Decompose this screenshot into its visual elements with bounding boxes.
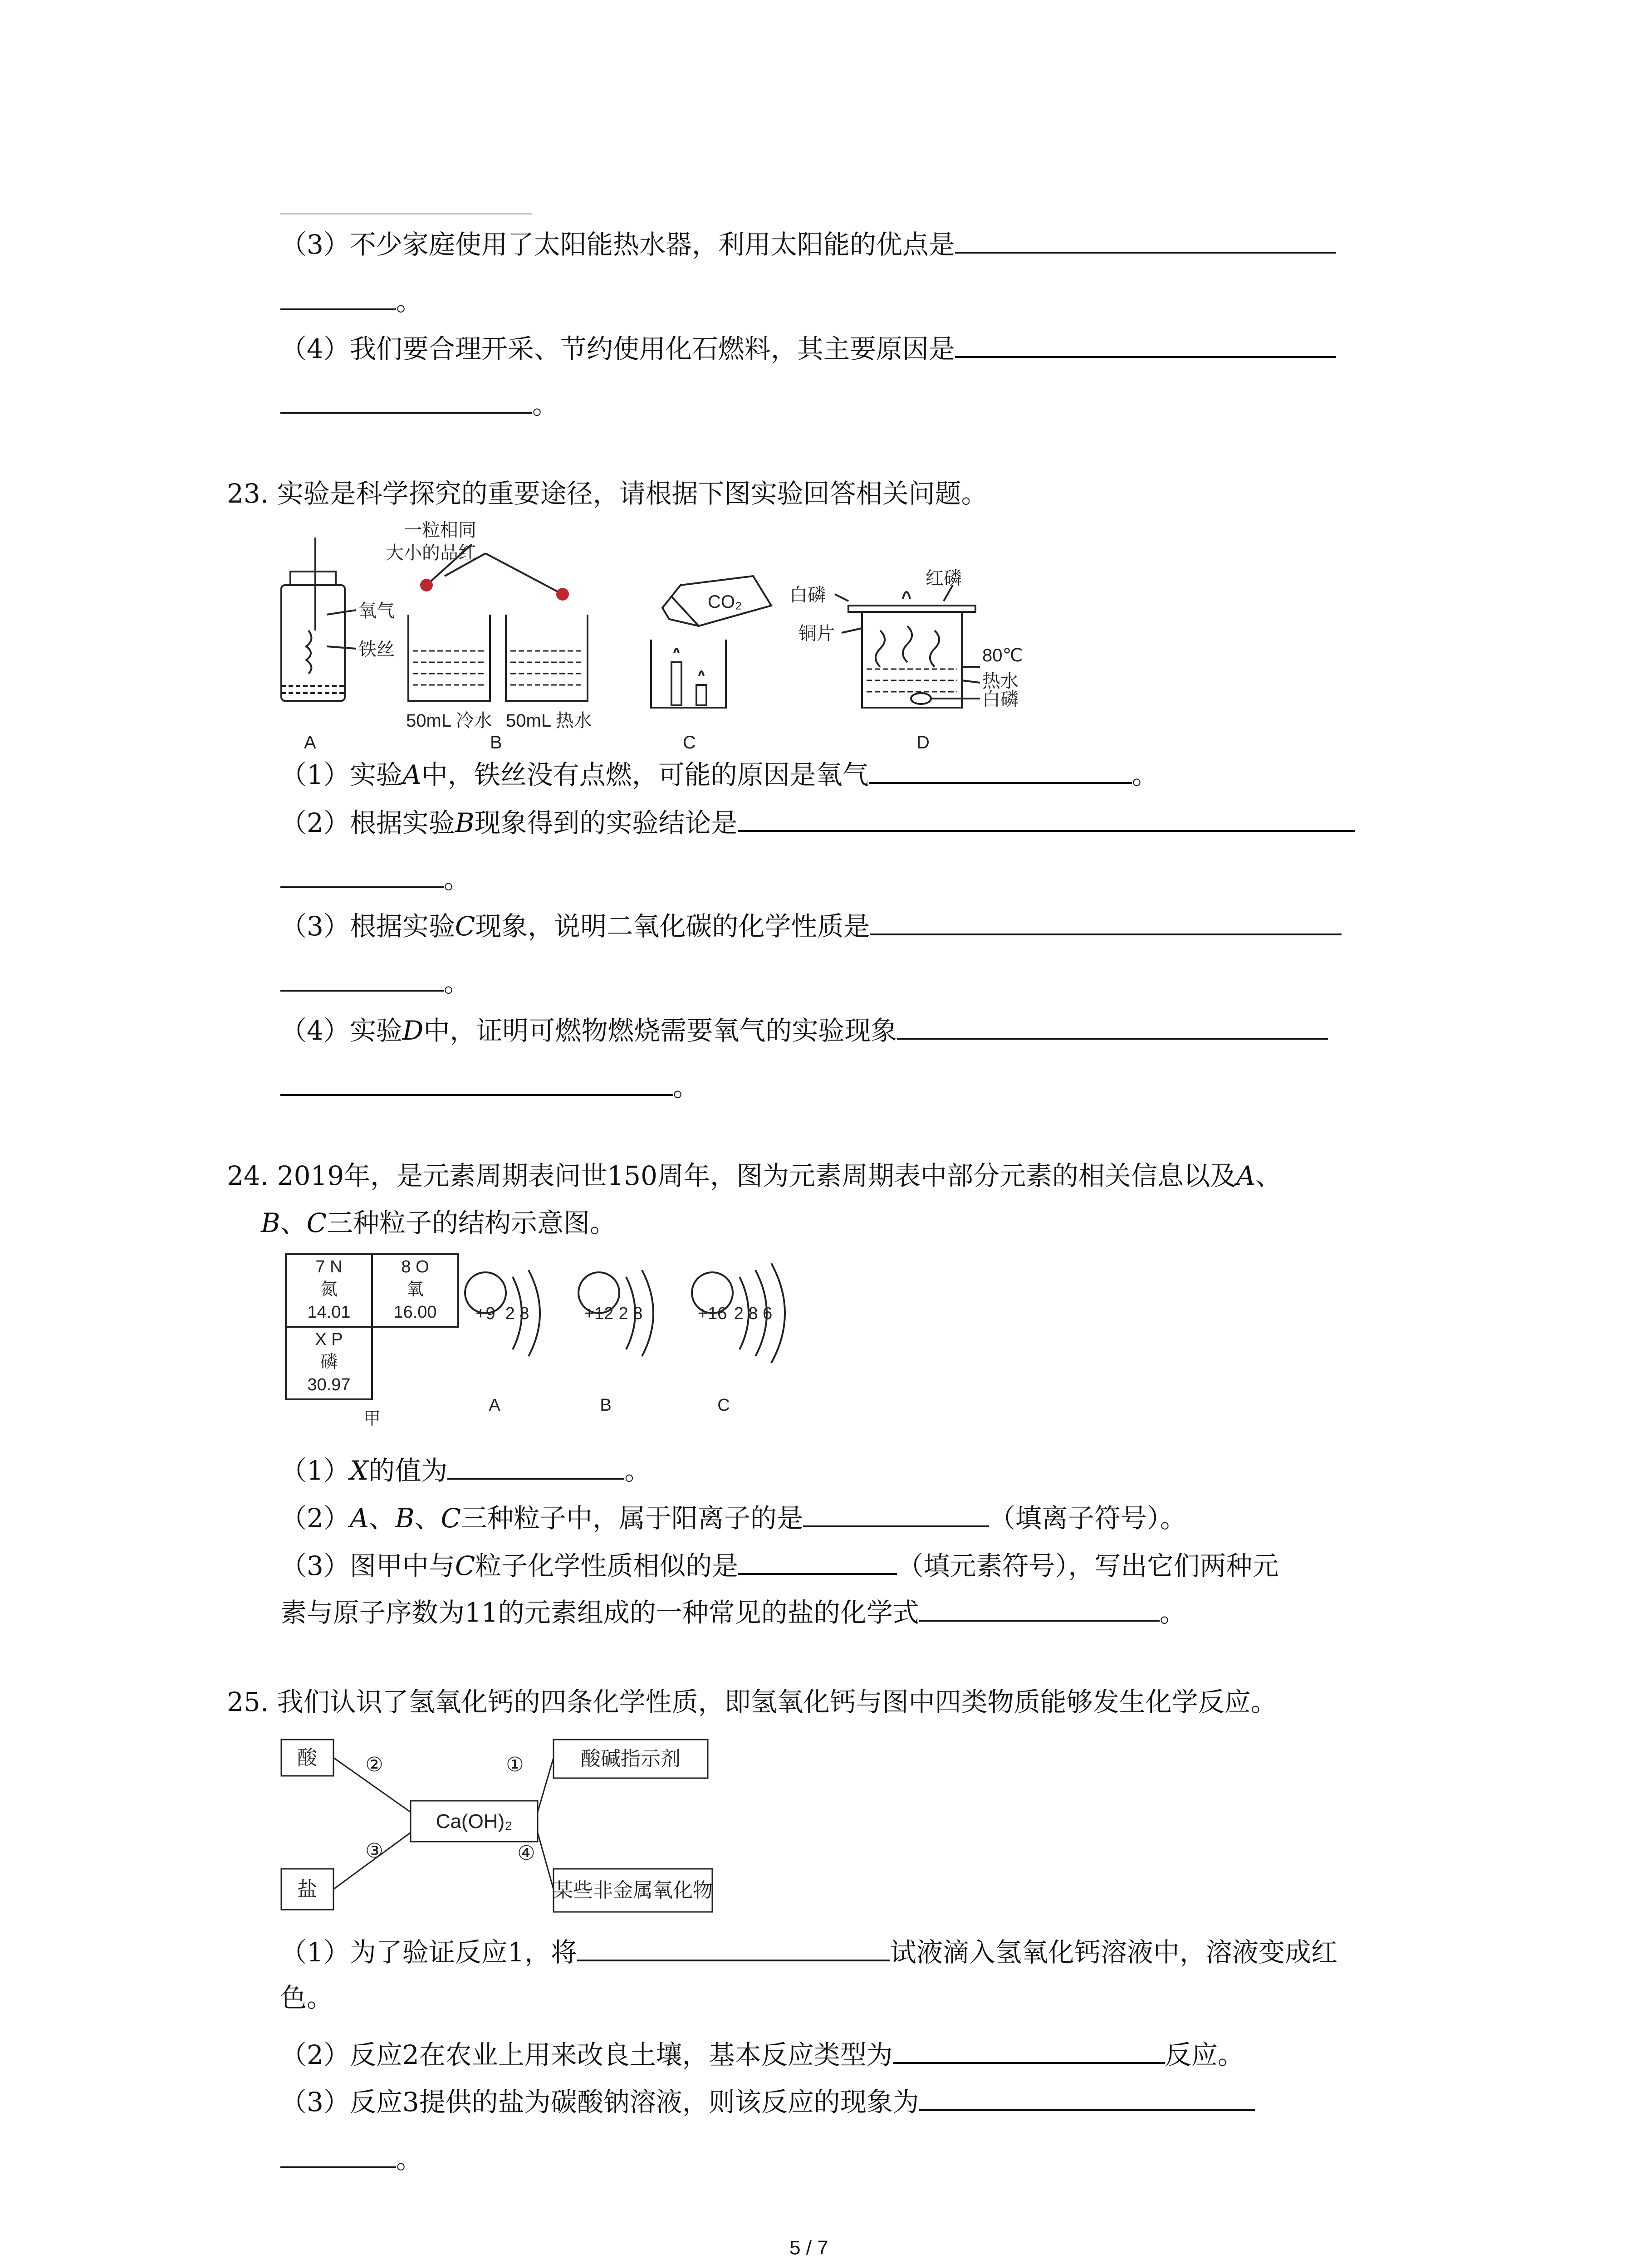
red-phosphorus-flame [903, 592, 910, 599]
p-mass: 30.97 [307, 1375, 351, 1394]
q24-subquestion-1: （1）X的值为 。 [280, 1452, 651, 1487]
answer-blank[interactable] [893, 2036, 1165, 2064]
ion-b-label: B [600, 1396, 612, 1415]
label-pigment-2: 大小的品红 [386, 543, 476, 563]
q24-subquestion-2: （2）A、B、C三种粒子中，属于阳离子的是 （填离子符号）。 [280, 1499, 1186, 1535]
answer-blank[interactable] [738, 804, 1355, 832]
answer-blank[interactable] [738, 1547, 897, 1575]
ion-c-shells: 2 8 6 [734, 1304, 773, 1323]
jar-neck [290, 572, 336, 585]
answer-blank[interactable] [280, 963, 444, 992]
p-name: 磷 [320, 1353, 338, 1372]
answer-blank[interactable] [919, 2083, 1255, 2111]
pigment-grain-left [420, 579, 433, 591]
n-mass: 14.01 [307, 1303, 351, 1322]
q22-subquestion-4: （4）我们要合理开采、节约使用化石燃料，其主要原因是 [280, 330, 1336, 365]
label-oxygen: 氧气 [358, 601, 395, 621]
fig-label-d: D [916, 733, 930, 753]
label-white-phosphorus: 白磷 [789, 585, 826, 605]
q22-subquestion-3: （3）不少家庭使用了太阳能热水器，利用太阳能的优点是 [280, 225, 1336, 261]
label-temp: 80℃ [982, 645, 1023, 665]
label-n2: ② [365, 1754, 383, 1776]
q25-subquestion-2: （2）反应2在农业上用来改良土壤，基本反应类型为 反应。 [280, 2036, 1244, 2071]
n-name: 氮 [320, 1280, 338, 1299]
label-salt: 盐 [297, 1878, 317, 1901]
answer-blank[interactable] [280, 2140, 396, 2168]
ion-c-label: C [717, 1396, 730, 1415]
label-n3: ③ [365, 1840, 383, 1862]
label-calcium-hydroxide: Ca(OH)₂ [436, 1810, 513, 1833]
candle-tall [671, 662, 681, 705]
q25-subquestion-1: （1）为了验证反应1，将 试液滴入氢氧化钙溶液中，溶液变成红 [280, 1933, 1337, 1969]
gas-jar [281, 585, 345, 701]
ion-a-shells: 2 8 [505, 1304, 529, 1323]
label-white-phosphorus-2: 白磷 [982, 689, 1019, 709]
q23-stem: 23. 实验是科学探究的重要途径，请根据下图实验回答相关问题。 [227, 478, 988, 509]
label-hot-water-d: 热水 [982, 671, 1019, 691]
label-n4: ④ [517, 1842, 535, 1864]
table-caption: 甲 [363, 1409, 381, 1428]
q24-stem-line-2: B、C三种粒子的结构示意图。 [261, 1207, 617, 1238]
q24-periodic-table-figure [281, 1250, 826, 1440]
q23-subquestion-3: （3）根据实验C现象，说明二氧化碳的化学性质是 [280, 907, 1342, 943]
label-cold-water: 50mL 冷水 [406, 711, 492, 731]
q25-subquestion-1-cont: 色。 [280, 1982, 333, 2013]
answer-blank[interactable] [897, 1012, 1328, 1040]
label-co2: CO₂ [708, 592, 742, 612]
q25-subquestion-3: （3）反应3提供的盐为碳酸钠溶液，则该反应的现象为 [280, 2083, 1255, 2118]
q22-subquestion-4-cont: 。 [280, 386, 558, 421]
q23-experiment-figure [272, 517, 1023, 753]
q23-subquestion-4-cont: 。 [280, 1068, 699, 1103]
beaker-hot [506, 615, 588, 701]
answer-blank[interactable] [803, 1499, 989, 1527]
label-indicator: 酸碱指示剂 [581, 1748, 681, 1770]
answer-blank[interactable] [280, 386, 532, 414]
label-oxide: 某些非金属氧化物 [553, 1879, 713, 1901]
label-hot-water: 50mL 热水 [506, 711, 592, 731]
label-pigment-1: 一粒相同 [404, 520, 476, 540]
q23-subquestion-2-cont: 。 [280, 860, 470, 895]
header-divider [280, 213, 532, 215]
answer-blank[interactable] [919, 1593, 1160, 1622]
answer-blank[interactable] [447, 1452, 624, 1480]
flame-short [699, 671, 704, 676]
label-n1: ① [506, 1754, 524, 1776]
ion-a-label: A [489, 1396, 500, 1415]
fig-label-b: B [490, 733, 502, 753]
answer-blank[interactable] [955, 330, 1336, 358]
beaker-d [862, 612, 962, 708]
answer-blank[interactable] [280, 282, 396, 310]
flame-tall [674, 649, 679, 653]
ion-a-core: +9 [475, 1304, 495, 1323]
candle-short [696, 685, 706, 705]
label-copper: 铜片 [798, 624, 835, 644]
pigment-grain-right [556, 588, 569, 601]
q23-subquestion-1: （1）实验A中，铁丝没有点燃，可能的原因是氧气 。 [280, 756, 1158, 791]
spoon-right [485, 553, 563, 594]
label-red-phosphorus: 红磷 [926, 568, 962, 588]
q25-stem: 25. 我们认识了氢氧化钙的四条化学性质，即氢氧化钙与图中四类物质能够发生化学反应。 [227, 1686, 1277, 1717]
fig-label-a: A [304, 733, 316, 753]
label-acid: 酸 [297, 1747, 317, 1769]
q23-subquestion-4: （4）实验D中，证明可燃物燃烧需要氧气的实验现象 [280, 1012, 1328, 1047]
q22-subquestion-3-cont: 。 [280, 282, 422, 318]
o-mass: 16.00 [393, 1303, 437, 1322]
ion-b-shells: 2 8 [618, 1304, 643, 1323]
q25-subquestion-3-cont: 。 [280, 2140, 422, 2175]
answer-blank[interactable] [577, 1933, 890, 1961]
answer-blank[interactable] [955, 225, 1336, 254]
n-number: 7 N [315, 1257, 343, 1276]
o-number: 8 O [401, 1257, 429, 1276]
label-iron-wire: 铁丝 [358, 640, 395, 660]
fig-label-c: C [683, 733, 696, 753]
copper-plate [848, 606, 975, 612]
beaker-cold [408, 615, 490, 701]
p-number: X P [315, 1330, 343, 1349]
q23-subquestion-3-cont: 。 [280, 963, 470, 999]
answer-blank[interactable] [869, 756, 1132, 784]
iron-wire-coil [306, 631, 311, 674]
q24-subquestion-3: （3）图甲中与C粒子化学性质相似的是 （填元素符号），写出它们两种元 [280, 1547, 1279, 1582]
ion-c-core: +16 [697, 1304, 727, 1323]
answer-blank[interactable] [280, 860, 444, 888]
q25-relation-diagram [279, 1733, 724, 1932]
answer-blank[interactable] [280, 1068, 673, 1096]
answer-blank[interactable] [870, 907, 1342, 935]
q24-stem-line-1: 24. 2019年，是元素周期表问世150周年，图为元素周期表中部分元素的相关信息以及A、 [227, 1160, 1282, 1191]
q23-subquestion-2: （2）根据实验B现象得到的实验结论是 [280, 804, 1355, 839]
q24-subquestion-3-cont: 素与原子序数为11的元素组成的一种常见的盐的化学式 。 [280, 1593, 1186, 1629]
white-phosphorus-water [911, 693, 931, 704]
o-name: 氧 [406, 1280, 424, 1299]
page-number: 5 / 7 [789, 2237, 828, 2259]
beaker-c [651, 640, 726, 708]
ion-b-core: +12 [584, 1304, 614, 1323]
